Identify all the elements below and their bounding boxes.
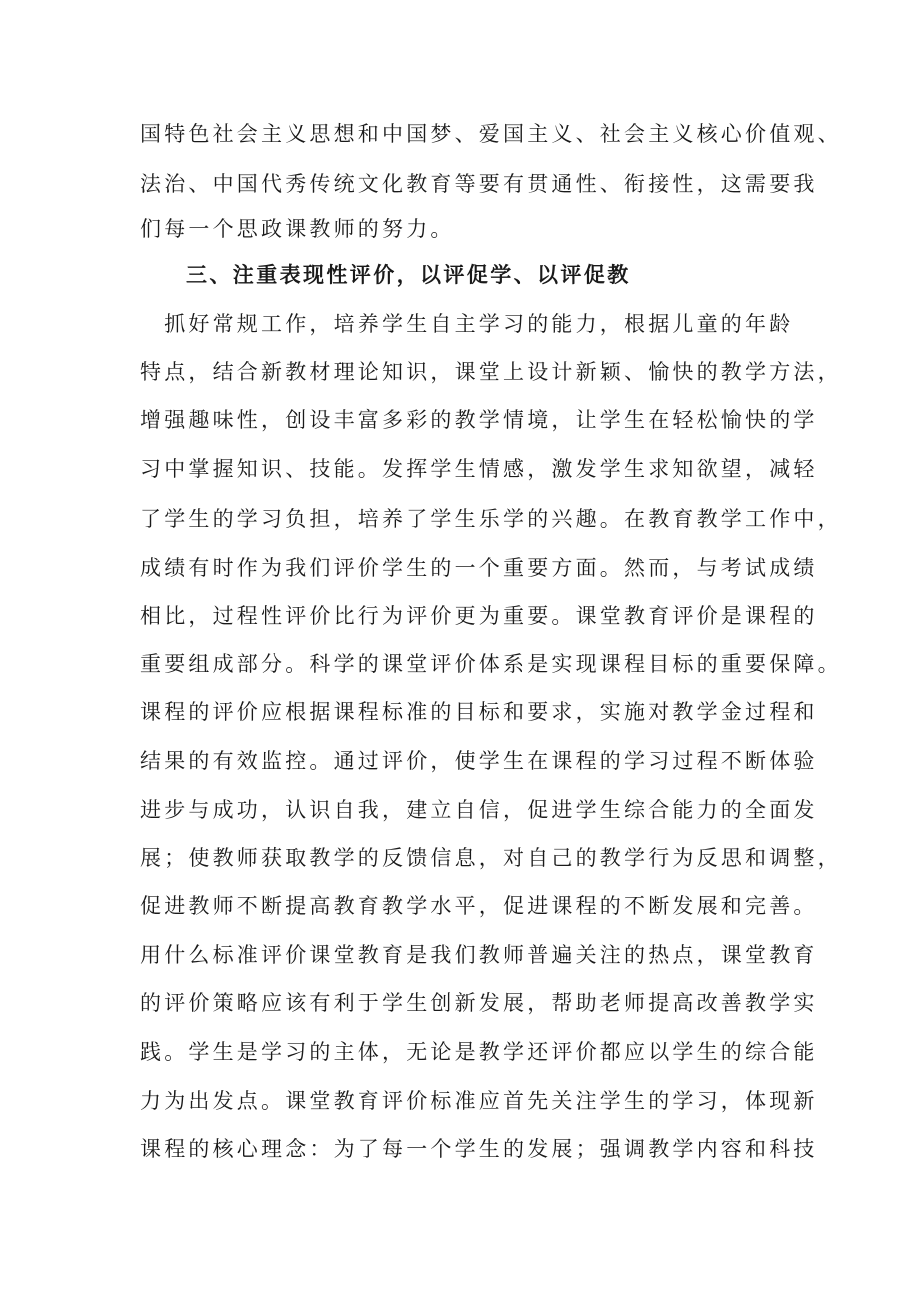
paragraph-line: 力为出发点。课堂教育评价标准应首先关注学生的学习，体现新 [140, 1089, 818, 1113]
paragraph-line: 重要组成部分。科学的课堂评价体系是实现课程目标的重要保障。 [140, 652, 842, 676]
paragraph-line: 国特色社会主义思想和中国梦、爱国主义、社会主义核心价值观、 [140, 122, 842, 146]
paragraph-line: 特点，结合新教材理论知识，课堂上设计新颖、愉快的教学方法， [140, 360, 842, 384]
paragraph-line: 课程的核心理念：为了每一个学生的发展；强调教学内容和科技 [140, 1137, 818, 1161]
paragraph-line: 展；使教师获取教学的反馈信息，对自己的教学行为反思和调整， [140, 846, 842, 870]
paragraph-line: 用什么标准评价课堂教育是我们教师普遍关注的热点，课堂教育 [140, 943, 818, 967]
paragraph-line: 结果的有效监控。通过评价，使学生在课程的学习过程不断体验 [140, 749, 818, 773]
paragraph-line: 的评价策略应该有利于学生创新发展，帮助老师提高改善教学实 [140, 991, 818, 1015]
paragraph-line: 增强趣味性，创设丰富多彩的教学情境，让学生在轻松愉快的学 [140, 408, 818, 432]
paragraph-line: 践。学生是学习的主体，无论是教学还评价都应以学生的综合能 [140, 1040, 818, 1064]
paragraph-line: 习中掌握知识、技能。发挥学生情感，激发学生求知欲望，减轻 [140, 457, 818, 481]
section-heading: 三、注重表现性评价，以评促学、以评促教 [186, 263, 631, 287]
paragraph-line: 了学生的学习负担，培养了学生乐学的兴趣。在教育教学工作中， [140, 507, 842, 531]
paragraph-line: 法治、中国代秀传统文化教育等要有贯通性、衔接性，这需要我 [140, 172, 818, 196]
paragraph-line: 们每一个思政课教师的努力。 [140, 217, 455, 241]
paragraph-line: 抓好常规工作，培养学生自主学习的能力，根据儿童的年龄 [140, 312, 794, 336]
paragraph-line: 促进教师不断提高教育教学水平，促进课程的不断发展和完善。 [140, 894, 818, 918]
paragraph-line: 课程的评价应根据课程标准的目标和要求，实施对教学金过程和 [140, 700, 818, 724]
paragraph-line: 成绩有时作为我们评价学生的一个重要方面。然而，与考试成绩 [140, 556, 818, 580]
paragraph-line: 相比，过程性评价比行为评价更为重要。课堂教育评价是课程的 [140, 604, 818, 628]
paragraph-line: 进步与成功，认识自我，建立自信，促进学生综合能力的全面发 [140, 798, 818, 822]
